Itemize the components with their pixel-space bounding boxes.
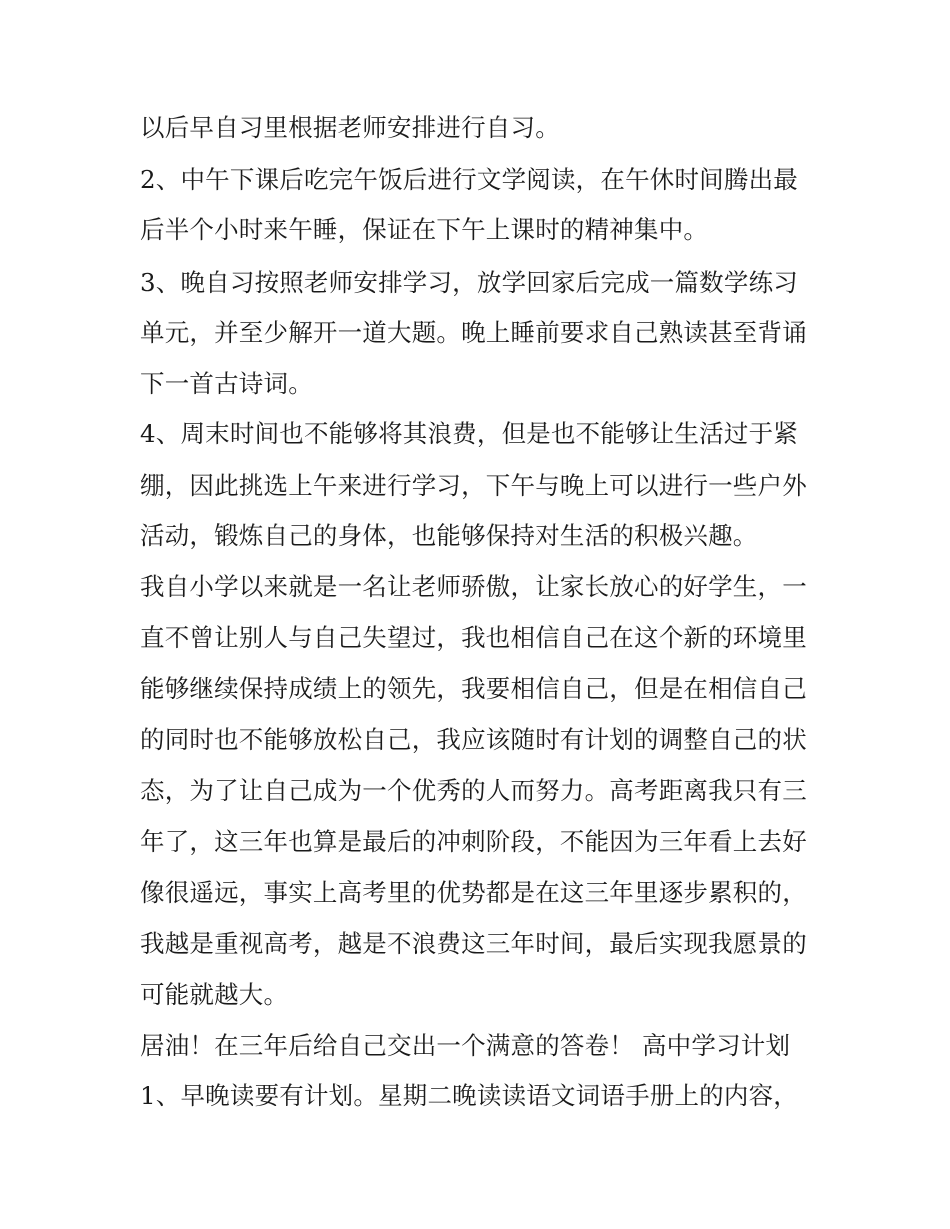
text-line: 活动，锻炼自己的身体，也能够保持对生活的积极兴趣。	[140, 521, 758, 550]
text-line: 像很遥远，事实上高考里的优势都是在这三年里逐步累积的，	[140, 878, 807, 907]
text-line: 年了，这三年也算是最后的冲刺阶段，不能因为三年看上去好	[140, 827, 807, 856]
text-line: 4、周末时间也不能够将其浪费，但是也不能够让生活过于紧	[140, 419, 798, 448]
text-line: 绷，因此挑选上午来进行学习，下午与晚上可以进行一些户外	[140, 471, 807, 500]
text-line: 可能就越大。	[140, 980, 289, 1009]
text-line: 以后早自习里根据老师安排进行自习。	[140, 113, 560, 142]
text-line: 1、早晚读要有计划。星期二晚读读语文词语手册上的内容，	[140, 1081, 798, 1110]
text-line: 居油！在三年后给自己交出一个满意的答卷！ 高中学习计划	[140, 1031, 791, 1060]
text-line: 后半个小时来午睡，保证在下午上课时的精神集中。	[140, 215, 709, 244]
text-line: 能够继续保持成绩上的领先，我要相信自己，但是在相信自己	[140, 674, 807, 703]
text-line: 态，为了让自己成为一个优秀的人而努力。高考距离我只有三	[140, 776, 807, 805]
text-line: 直不曾让别人与自己失望过，我也相信自己在这个新的环境里	[140, 623, 807, 652]
text-line: 我自小学以来就是一名让老师骄傲，让家长放心的好学生，一	[140, 572, 807, 601]
text-line: 下一首古诗词。	[140, 369, 313, 398]
text-line: 3、晚自习按照老师安排学习，放学回家后完成一篇数学练习	[140, 268, 798, 297]
text-line: 2、中午下课后吃完午饭后进行文学阅读，在午休时间腾出最	[140, 165, 798, 194]
text-line: 单元，并至少解开一道大题。晚上睡前要求自己熟读甚至背诵	[140, 318, 807, 347]
text-line: 的同时也不能够放松自己，我应该随时有计划的调整自己的状	[140, 725, 807, 754]
text-line: 我越是重视高考，越是不浪费这三年时间，最后实现我愿景的	[140, 929, 807, 958]
